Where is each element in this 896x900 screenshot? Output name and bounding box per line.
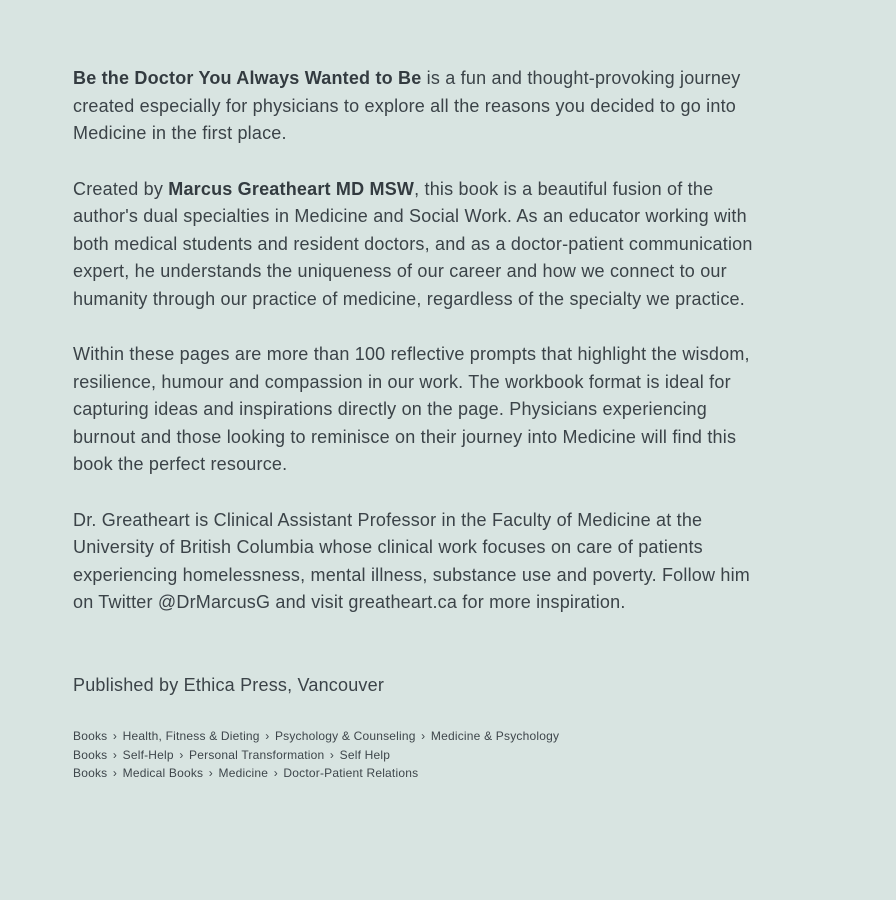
breadcrumb-separator: › [326,747,338,762]
breadcrumb-link[interactable]: Medicine [218,766,269,780]
description-paragraph-author [73,176,766,314]
breadcrumb [73,764,896,783]
breadcrumb-separator: › [270,766,282,780]
breadcrumb-separator: › [261,729,273,743]
breadcrumb-link[interactable]: Personal Transformation [189,747,325,762]
book-description [73,65,766,699]
breadcrumb [73,727,896,746]
breadcrumb-separator: › [205,766,217,780]
breadcrumb-separator: › [109,766,121,780]
breadcrumb-link[interactable]: Medical Books [122,766,204,780]
breadcrumb-link[interactable]: Books [73,729,108,743]
breadcrumb-link[interactable]: Medicine & Psychology [430,729,560,743]
author-name-text: Marcus Greatheart MD MSW [168,178,415,199]
breadcrumb-link[interactable]: Psychology & Counseling [274,729,416,743]
breadcrumb-link[interactable]: Health, Fitness & Dieting [122,729,260,743]
description-paragraph-bio [73,507,766,617]
breadcrumb [73,746,896,765]
paragraph-text: Created by [73,178,169,199]
description-paragraph-contents [73,341,766,479]
breadcrumbs [73,727,896,783]
breadcrumb-separator: › [417,729,429,743]
paragraph-text: , this book is a beautiful fusion of the author's dual specialties in Medicine and Social Work. As an educator working with both medical students and resident doctors, and as a doctor-patient communication expert, he understands the uniqueness of our career and how we connect to our humanity through our practice of medicine, regardless of the specialty we practice. [73,178,753,309]
breadcrumb-separator: › [175,747,188,762]
description-paragraph-intro [73,65,766,148]
book-title-text: Be the Doctor You Always Wanted to Be [73,68,422,88]
breadcrumb-link[interactable]: Doctor-Patient Relations [283,766,419,780]
breadcrumb-link[interactable]: Self-Help [122,747,174,762]
publisher-line: Published by Ethica Press, Vancouver [73,674,385,695]
breadcrumb-link[interactable]: Books [73,747,108,762]
paragraph-text: Within these pages are more than 100 reflective prompts that highlight the wisdom, resilience, humour and compassion in our work. The workbook format is ideal for capturing ideas and inspirations directly on the page. Physicians experiencing burnout and those looking to reminisce on their journey into Medicine will find this book the perfect resource. [73,344,750,474]
breadcrumb-separator: › [109,747,121,762]
breadcrumb-link[interactable]: Books [73,766,108,780]
paragraph-text: is a fun and thought-provoking journey created especially for physicians to explore all the reasons you decided to go into Medicine in the first place. [73,68,741,143]
paragraph-text: Dr. Greatheart is Clinical Assistant Professor in the Faculty of Medicine at the University of British Columbia whose clinical work focuses on care of patients experiencing homelessness, mental illness, substance use and poverty. Follow him on Twitter @DrMarcusG and visit greatheart.ca for more inspiration. [73,509,750,612]
breadcrumb-link[interactable]: Self Help [339,747,391,762]
breadcrumb-separator: › [109,729,121,743]
